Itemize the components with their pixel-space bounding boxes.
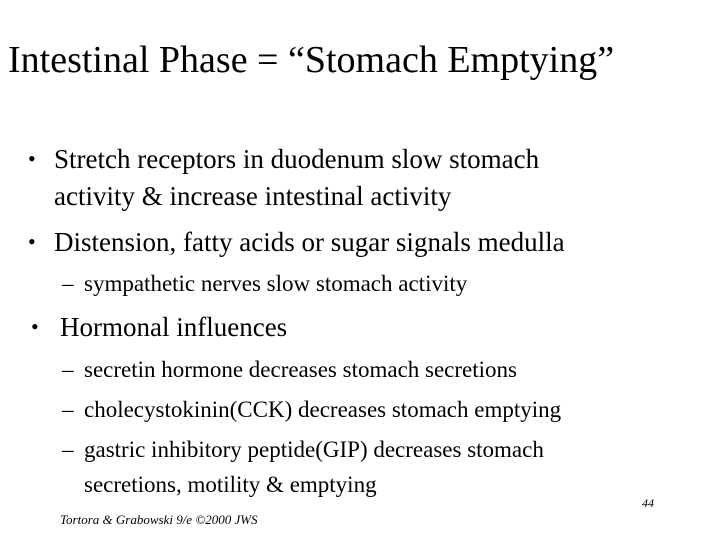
sub-item-text: cholecystokinin(CCK) decreases stomach emptying [84, 397, 562, 422]
page-number: 44 [642, 496, 654, 510]
footer-citation: Tortora & Grabowski 9/e ©2000 JWS [60, 512, 258, 527]
dash-marker: – [62, 357, 74, 382]
bullet-marker: • [28, 229, 36, 254]
bullet-2-line-1: Distension, fatty acids or sugar signals medulla [54, 227, 565, 257]
bullet-1-line-1: Stretch receptors in duodenum slow stomach [54, 144, 540, 174]
dash-marker: – [62, 397, 74, 422]
dash-marker: – [62, 271, 74, 296]
dash-marker: – [62, 437, 74, 462]
bullet-marker: • [28, 146, 36, 171]
sub-item-text-continued: secretions, motility & emptying [84, 472, 377, 497]
sub-item-text: secretin hormone decreases stomach secretions [84, 357, 517, 382]
slide-title: Intestinal Phase = “Stomach Emptying” [8, 39, 615, 81]
sub-item-text: sympathetic nerves slow stomach activity [84, 271, 468, 296]
sub-item-text: gastric inhibitory peptide(GIP) decreases stomach [84, 437, 544, 462]
bullet-3-line-1: Hormonal influences [60, 312, 288, 342]
bullet-1-line-2: activity & increase intestinal activity [54, 181, 452, 211]
bullet-marker: • [31, 314, 39, 339]
